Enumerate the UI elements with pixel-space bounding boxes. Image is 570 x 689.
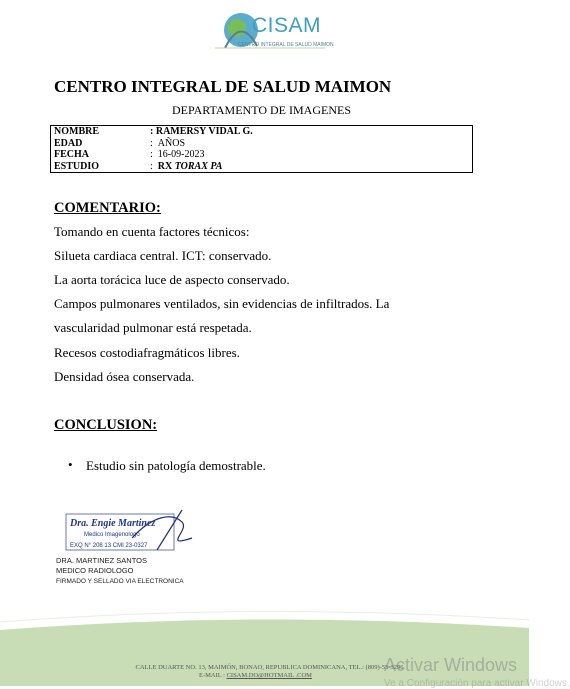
info-label: NOMBRE [54,126,99,137]
comentario-line: La aorta torácica luce de aspecto conservado. [54,272,290,287]
comentario-line: Silueta cardiaca central. ICT: conservado. [54,248,272,263]
footer-email: E-MAIL : CISAM.DO@HOTMAIL .COM [199,672,312,679]
comentario-line: Tomando en cuenta factores técnicos: [54,224,250,239]
page-title: CENTRO INTEGRAL DE SALUD MAIMON [54,77,392,96]
comentario-line: vascularidad pulmonar está respetada. [54,320,252,335]
info-value: : RX TORAX PA [150,160,223,172]
info-value: : 16-09-2023 [150,149,205,160]
logo-subtitle: CENTRO INTEGRAL DE SALUD MAIMON [238,42,334,48]
signer-name: DRA. MARTINEZ SANTOS [56,556,147,565]
svg-text:Medico Imagenologo: Medico Imagenologo [84,532,140,538]
info-label: FECHA [54,149,89,160]
signer-role: MEDICO RADIOLOGO [56,566,134,575]
conclusion-item: • Estudio sin patología demostrable. [70,458,266,474]
comentario-line: Recesos costodiafragmáticos libres. [54,345,240,360]
logo-name: CISAM [252,14,322,37]
comentario-line: Campos pulmonares ventilados, sin evidencias de infiltrados. La [54,296,390,311]
info-value: : RAMERSY VIDAL G. [150,126,253,137]
info-row-fecha [51,149,472,161]
svg-text:Dra. Engie Martinez: Dra. Engie Martinez [70,518,156,529]
conclusion-heading: CONCLUSION: [54,417,158,433]
signature-note: FIRMADO Y SELLADO VIA ELECTRONICA [56,578,184,585]
info-row-nombre [51,126,472,138]
footer-address: CALLE DUARTE NO. 13, MAIMÓN, BONAO, REPUBLICA DOMINICANA, TEL.: (809)-55-3296 [135,664,404,671]
department-label: DEPARTAMENTO DE IMAGENES [172,103,351,117]
windows-activation-watermark: Activar Windows [384,655,518,675]
comentario-heading: COMENTARIO: [54,200,161,216]
signature-stamp-icon [62,508,212,556]
info-value: : AÑOS [150,137,186,149]
svg-text:EXQ N° 208 13 CMI 23-0327: EXQ N° 208 13 CMI 23-0327 [70,543,148,549]
info-row-estudio [51,161,472,173]
info-row-edad [51,138,472,150]
patient-info-box [50,125,473,173]
info-label: EDAD [54,137,83,149]
windows-activation-hint: Ve a Configuración para activar Windows. [384,678,570,689]
info-label: ESTUDIO [54,160,100,172]
comentario-line: Densidad ósea conservada. [54,369,195,384]
